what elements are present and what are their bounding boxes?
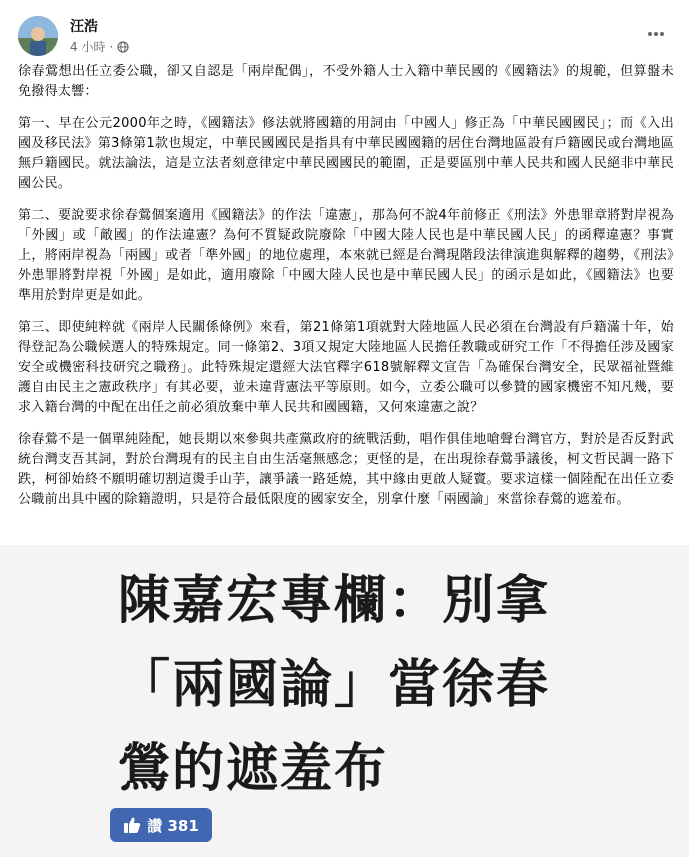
image-headline: [118, 559, 588, 811]
post-paragraph: 徐春鶯想出任立委公職，卻又自認是「兩岸配偶」，不受外籍人士入籍中華民國的《國籍法》的規範，但算盤未免撥得太響：: [18, 64, 674, 99]
post-header: [18, 14, 678, 58]
meta-separator: ·: [109, 39, 114, 54]
post-body: [18, 62, 674, 522]
author-name[interactable]: 汪浩: [70, 19, 98, 35]
author-avatar[interactable]: [18, 16, 58, 56]
post-paragraph: 第三、即使純粹就《兩岸人民關係條例》來看，第21條第1項就對大陸地區人民必須在台灣設有戶籍滿十年，始得登記為公職候選人的特殊規定。同一條第2、3項又規定大陸地區人民擔任教職或研究工作「不得擔任涉及國家安全或機密科技研究之職務」。此特殊規定還經大法官釋字618號解釋文宣告「為確保台灣安全，民眾福祉暨維護自由民主之憲政秩序」有其必要，並未違背憲法平等原則。如今，立委公職可以參贊的國家機密不知凡幾，要求入籍台灣的中配在出任之前必須放棄中華人民共和國國籍，又何來違憲之說？: [18, 320, 674, 415]
more-options-icon[interactable]: [644, 22, 668, 46]
post-paragraph: 徐春鶯不是一個單純陸配，她長期以來參與共產黨政府的統戰活動，唱作俱佳地嗆聲台灣官方，對於是否反對武統台灣支吾其詞，對於台灣現有的民主自由生活毫無感念；更怪的是，在出現徐春鶯爭議後，柯文哲民調一路下跌，柯卻始終不願明確切割這燙手山芋，讓爭議一路延燒，其中緣由更啟人疑竇。要求這樣一個陸配在出任立委公職前出具中國的除籍證明，只是符合最低限度的國家安全，別拿什麼「兩國論」來當徐春鶯的遮羞布。: [18, 432, 674, 507]
headline-line: 鶯的遮羞布: [118, 738, 389, 799]
post-paragraph: 第二、要說要求徐春鶯個案適用《國籍法》的作法「違憲」，那為何不說4年前修正《刑法》外患罪章將對岸視為「外國」或「敵國」的作法違憲？為何不質疑政院廢除「中國大陸人民也是中華民國人民」的函釋違憲？事實上，將兩岸視為「兩國」或者「準外國」的地位處理，本來就已經是台灣現階段法律演進與解釋的趨勢，《刑法》外患罪將對岸視「外國」是如此，適用廢除「中國大陸人民也是中華民國人民」的函示是如此，《國籍法》也要準用於對岸更是如此。: [18, 208, 674, 303]
shared-image[interactable]: [0, 545, 689, 857]
post-meta: [70, 38, 129, 55]
avatar-image: [18, 16, 58, 56]
post-paragraph: 第一、早在公元2000年之時，《國籍法》修法就將國籍的用詞由「中國人」修正為「中華民國國民」；而《入出國及移民法》第3條第1款也規定，中華民國國民是指具有中華民國國籍的居住台灣地區設有戶籍國民或台灣地區無戶籍國民。就法論法，這是立法者刻意律定中華民國國民的範圍，正是要區別中華人民共和國人民絕非中華民國公民。: [18, 116, 674, 191]
thumbs-up-icon: [123, 816, 141, 834]
like-button[interactable]: [110, 808, 212, 842]
post-time[interactable]: 4 小時: [70, 40, 106, 54]
globe-icon[interactable]: [117, 41, 129, 53]
like-count-label: 讚 381: [147, 816, 199, 835]
headline-line: 陳嘉宏專欄：別拿: [118, 570, 551, 631]
headline-line: 「兩國論」當徐春: [118, 654, 551, 715]
